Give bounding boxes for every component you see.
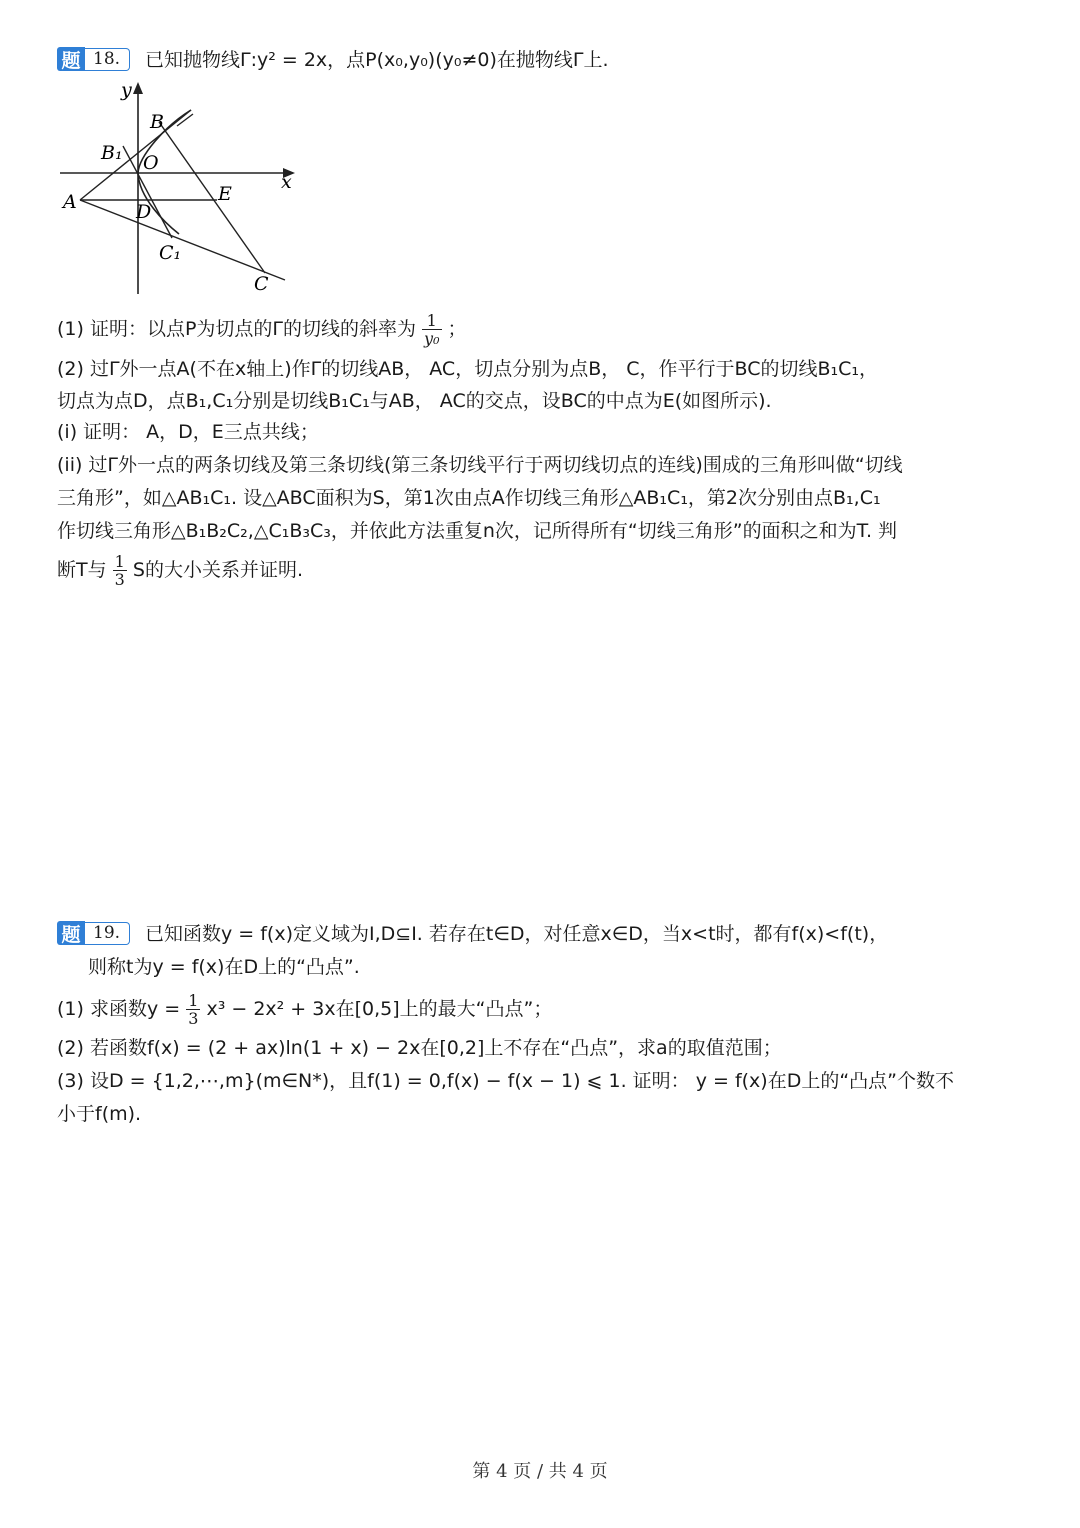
question-18-badge bbox=[57, 46, 130, 72]
question-badge-label: 题 bbox=[57, 921, 85, 945]
question-19-stem-line-2: 则称t为y = f(x)在D上的“凸点”. bbox=[88, 956, 360, 978]
question-18-part-2-i: (i) 证明： A，D，E三点共线； bbox=[57, 421, 319, 443]
part-1-prefix: (1) 求函数y = bbox=[57, 998, 181, 1020]
slope-fraction bbox=[422, 312, 441, 347]
label-O: O bbox=[143, 152, 159, 174]
question-18-part-2-line-1: (2) 过Γ外一点A(不在x轴上)作Γ的切线AB， AC，切点分别为点B， C，作平行于BC的切线B₁C₁， bbox=[57, 358, 879, 380]
question-18-stem: 已知抛物线Γ:y² = 2x，点P(x₀,y₀)(y₀≠0)在抛物线Γ上. bbox=[145, 49, 609, 71]
question-18-part-2-ii-line-2: 三角形”，如△AB₁C₁. 设△ABC面积为S，第1次由点A作切线三角形△AB₁C₁，第2次分别由点B₁,C₁ bbox=[57, 487, 881, 509]
fraction-denominator: y₀ bbox=[424, 329, 440, 348]
one-third-fraction bbox=[186, 992, 200, 1027]
question-18-part-2-line-2: 切点为点D，点B₁,C₁分别是切线B₁C₁与AB， AC的交点，设BC的中点为E(如图所示). bbox=[57, 390, 772, 412]
part-1-prefix: (1) 证明：以点P为切点的Γ的切线的斜率为 bbox=[57, 318, 416, 340]
question-18-part-2-ii-line-1: (ii) 过Γ外一点的两条切线及第三条切线(第三条切线平行于两切线切点的连线)围成的三角形叫做“切线 bbox=[57, 454, 903, 476]
question-19-part-2: (2) 若函数f(x) = (2 + ax)ln(1 + x) − 2x在[0,2]上不存在“凸点”，求a的取值范围； bbox=[57, 1037, 782, 1059]
page-footer: 第 4 页 / 共 4 页 bbox=[472, 1461, 608, 1482]
label-C: C bbox=[254, 273, 269, 295]
label-A: A bbox=[63, 191, 77, 213]
label-B1: B₁ bbox=[101, 142, 123, 164]
question-18-part-1 bbox=[57, 312, 467, 347]
question-19-part-3-line-2: 小于f(m). bbox=[57, 1103, 142, 1125]
question-number: 18. bbox=[85, 48, 130, 71]
question-19-stem-line-1: 已知函数y = f(x)定义域为I,D⊆I. 若存在t∈D，对任意x∈D，当x<t时，都有f(x)<f(t)， bbox=[145, 923, 889, 945]
question-19-badge bbox=[57, 920, 130, 946]
tangent-line-ab bbox=[80, 110, 191, 200]
fraction-denominator: 3 bbox=[188, 1009, 199, 1028]
question-19-part-1 bbox=[57, 992, 552, 1027]
label-D: D bbox=[136, 201, 152, 223]
label-y: y bbox=[121, 79, 132, 101]
question-18-part-2-ii-line-3: 作切线三角形△B₁B₂C₂,△C₁B₃C₃，并依此方法重复n次，记所得所有“切线三角形”的面积之和为T. 判 bbox=[57, 520, 898, 542]
label-B: B bbox=[150, 111, 164, 133]
fraction-denominator: 3 bbox=[114, 570, 125, 589]
line-4-prefix: 断T与 bbox=[57, 559, 107, 581]
fraction-numerator: 1 bbox=[188, 991, 199, 1010]
label-E: E bbox=[218, 183, 232, 205]
label-x: x bbox=[281, 171, 292, 193]
label-C1: C₁ bbox=[159, 242, 182, 264]
part-1-suffix: x³ − 2x² + 3x在[0,5]上的最大“凸点”； bbox=[206, 998, 553, 1020]
tangent-line-ac bbox=[80, 200, 285, 280]
parabola-tangent-figure bbox=[55, 78, 305, 300]
question-19-part-3-line-1: (3) 设D = {1,2,⋯,m}(m∈N*)，且f(1) = 0,f(x) − f(x − 1) ⩽ 1. 证明： y = f(x)在D上的“凸点”个数不 bbox=[57, 1070, 955, 1092]
question-number: 19. bbox=[85, 922, 130, 945]
question-18-part-2-ii-line-4 bbox=[57, 553, 303, 588]
one-third-fraction bbox=[113, 553, 127, 588]
fraction-numerator: 1 bbox=[422, 312, 441, 330]
part-1-suffix: ； bbox=[447, 318, 467, 340]
fraction-numerator: 1 bbox=[114, 552, 125, 571]
y-axis-arrow bbox=[133, 82, 143, 94]
question-badge-label: 题 bbox=[57, 47, 85, 71]
line-4-suffix: S的大小关系并证明. bbox=[132, 559, 303, 581]
